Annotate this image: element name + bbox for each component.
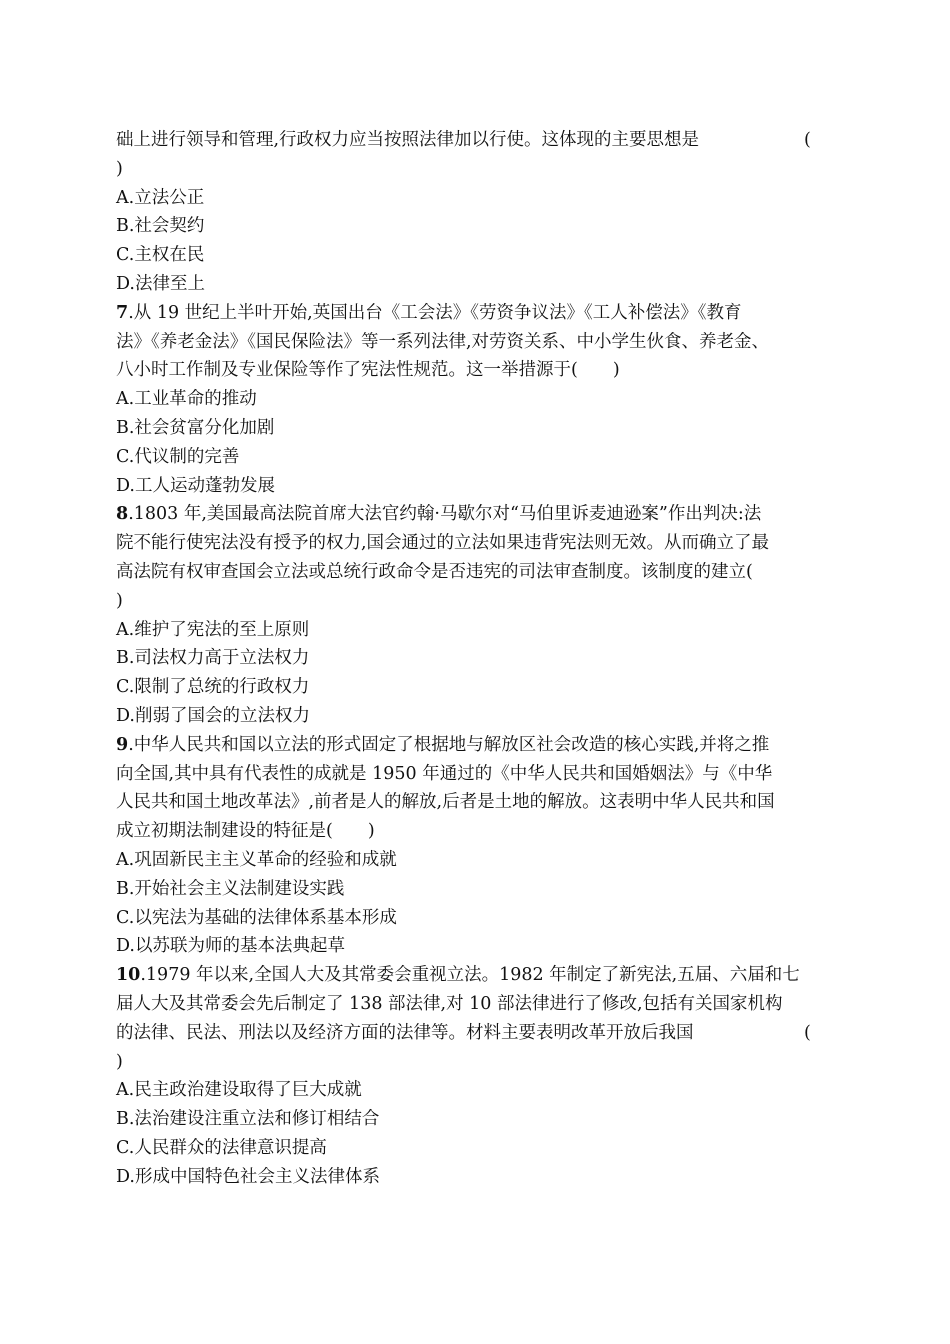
q10-option-d: D.形成中国特色社会主义法律体系 bbox=[116, 1166, 380, 1187]
q10-stem-line-2: 届人大及其常委会先后制定了 138 部法律,对 10 部法律进行了修改,包括有关国家机构 bbox=[116, 993, 783, 1014]
q9-stem-line-3: 人民共和国土地改革法》,前者是人的解放,后者是土地的解放。这表明中华人民共和国 bbox=[116, 792, 775, 813]
q7-stem-line-2: 法》《养老金法》《国民保险法》等一系列法律,对劳资关系、中小学生伙食、养老金、 bbox=[116, 331, 770, 352]
q8-stem-line-3: 高法院有权审查国会立法或总统行政命令是否违宪的司法审查制度。该制度的建立( bbox=[116, 561, 753, 582]
q8-stem-line-1 bbox=[116, 500, 841, 529]
q10-option-b: B.法治建设注重立法和修订相结合 bbox=[116, 1109, 380, 1130]
q8-option-b: B.司法权力高于立法权力 bbox=[116, 648, 310, 669]
q7-number: 7 bbox=[116, 302, 129, 323]
q8-stem-line-2: 院不能行使宪法没有授予的权力,国会通过的立法如果违背宪法则无效。从而确立了最 bbox=[116, 533, 770, 554]
q6-option-b: B.社会契约 bbox=[116, 216, 205, 237]
q6-option-d: D.法律至上 bbox=[116, 273, 205, 294]
q9-stem-line-4: 成立初期法制建设的特征是( ) bbox=[116, 821, 375, 842]
q7-option-b: B.社会贫富分化加剧 bbox=[116, 417, 275, 438]
q7-option-d: D.工人运动蓬勃发展 bbox=[116, 475, 275, 496]
q9-option-a: A.巩固新民主主义革命的经验和成就 bbox=[116, 849, 397, 870]
q6-stem-text: 础上进行领导和管理,行政权力应当按照法律加以行使。这体现的主要思想是 bbox=[116, 130, 700, 150]
q8-option-d: D.削弱了国会的立法权力 bbox=[116, 705, 310, 726]
q9-option-b: B.开始社会主义法制建设实践 bbox=[116, 878, 345, 899]
q8-option-c: C.限制了总统的行政权力 bbox=[116, 677, 310, 698]
q10-stem-text-1: .1979 年以来,全国人大及其常委会重视立法。1982 年制定了新宪法,五届、六届和七 bbox=[140, 965, 800, 986]
document-page bbox=[116, 126, 841, 1191]
q10-option-c: C.人民群众的法律意识提高 bbox=[116, 1137, 327, 1158]
q6-answer-paren-open: ( bbox=[804, 130, 811, 150]
q9-stem-text-1: .中华人民共和国以立法的形式固定了根据地与解放区社会改造的核心实践,并将之推 bbox=[128, 734, 770, 755]
q7-option-c: C.代议制的完善 bbox=[116, 446, 240, 467]
q10-stem-line-3 bbox=[116, 1019, 841, 1048]
q10-stem-line-1 bbox=[116, 961, 841, 990]
q9-option-d: D.以苏联为师的基本法典起草 bbox=[116, 936, 345, 957]
q9-stem-line-2: 向全国,其中具有代表性的成就是 1950 年通过的《中华人民共和国婚姻法》与《中华 bbox=[116, 763, 773, 784]
q10-number: 10 bbox=[116, 965, 141, 986]
q8-number: 8 bbox=[116, 504, 129, 525]
q10-answer-paren-close: ) bbox=[116, 1051, 123, 1072]
q8-stem-line-4: ) bbox=[116, 590, 123, 611]
q6-option-a: A.立法公正 bbox=[116, 187, 205, 208]
q10-answer-paren-open: ( bbox=[804, 1022, 811, 1043]
q7-stem-line-3: 八小时工作制及专业保险等作了宪法性规范。这一举措源于( ) bbox=[116, 360, 620, 381]
q9-number: 9 bbox=[116, 734, 129, 755]
q8-stem-text-1: .1803 年,美国最高法院首席大法官约翰·马歇尔对“马伯里诉麦迪逊案”作出判决:法 bbox=[128, 504, 762, 525]
q10-option-a: A.民主政治建设取得了巨大成就 bbox=[116, 1080, 362, 1101]
q9-option-c: C.以宪法为基础的法律体系基本形成 bbox=[116, 907, 397, 928]
q7-option-a: A.工业革命的推动 bbox=[116, 389, 257, 410]
q6-option-c: C.主权在民 bbox=[116, 245, 205, 266]
q6-stem-line-1 bbox=[116, 126, 841, 155]
q8-option-a: A.维护了宪法的至上原则 bbox=[116, 619, 310, 640]
q9-stem-line-1 bbox=[116, 731, 841, 760]
q7-stem-text-1: .从 19 世纪上半叶开始,英国出台《工会法》《劳资争议法》《工人补偿法》《教育 bbox=[128, 302, 742, 323]
q6-answer-paren-close: ) bbox=[116, 158, 123, 179]
q7-stem-line-1 bbox=[116, 299, 841, 328]
q10-stem-text-3: 的法律、民法、刑法以及经济方面的法律等。材料主要表明改革开放后我国 bbox=[116, 1022, 694, 1043]
